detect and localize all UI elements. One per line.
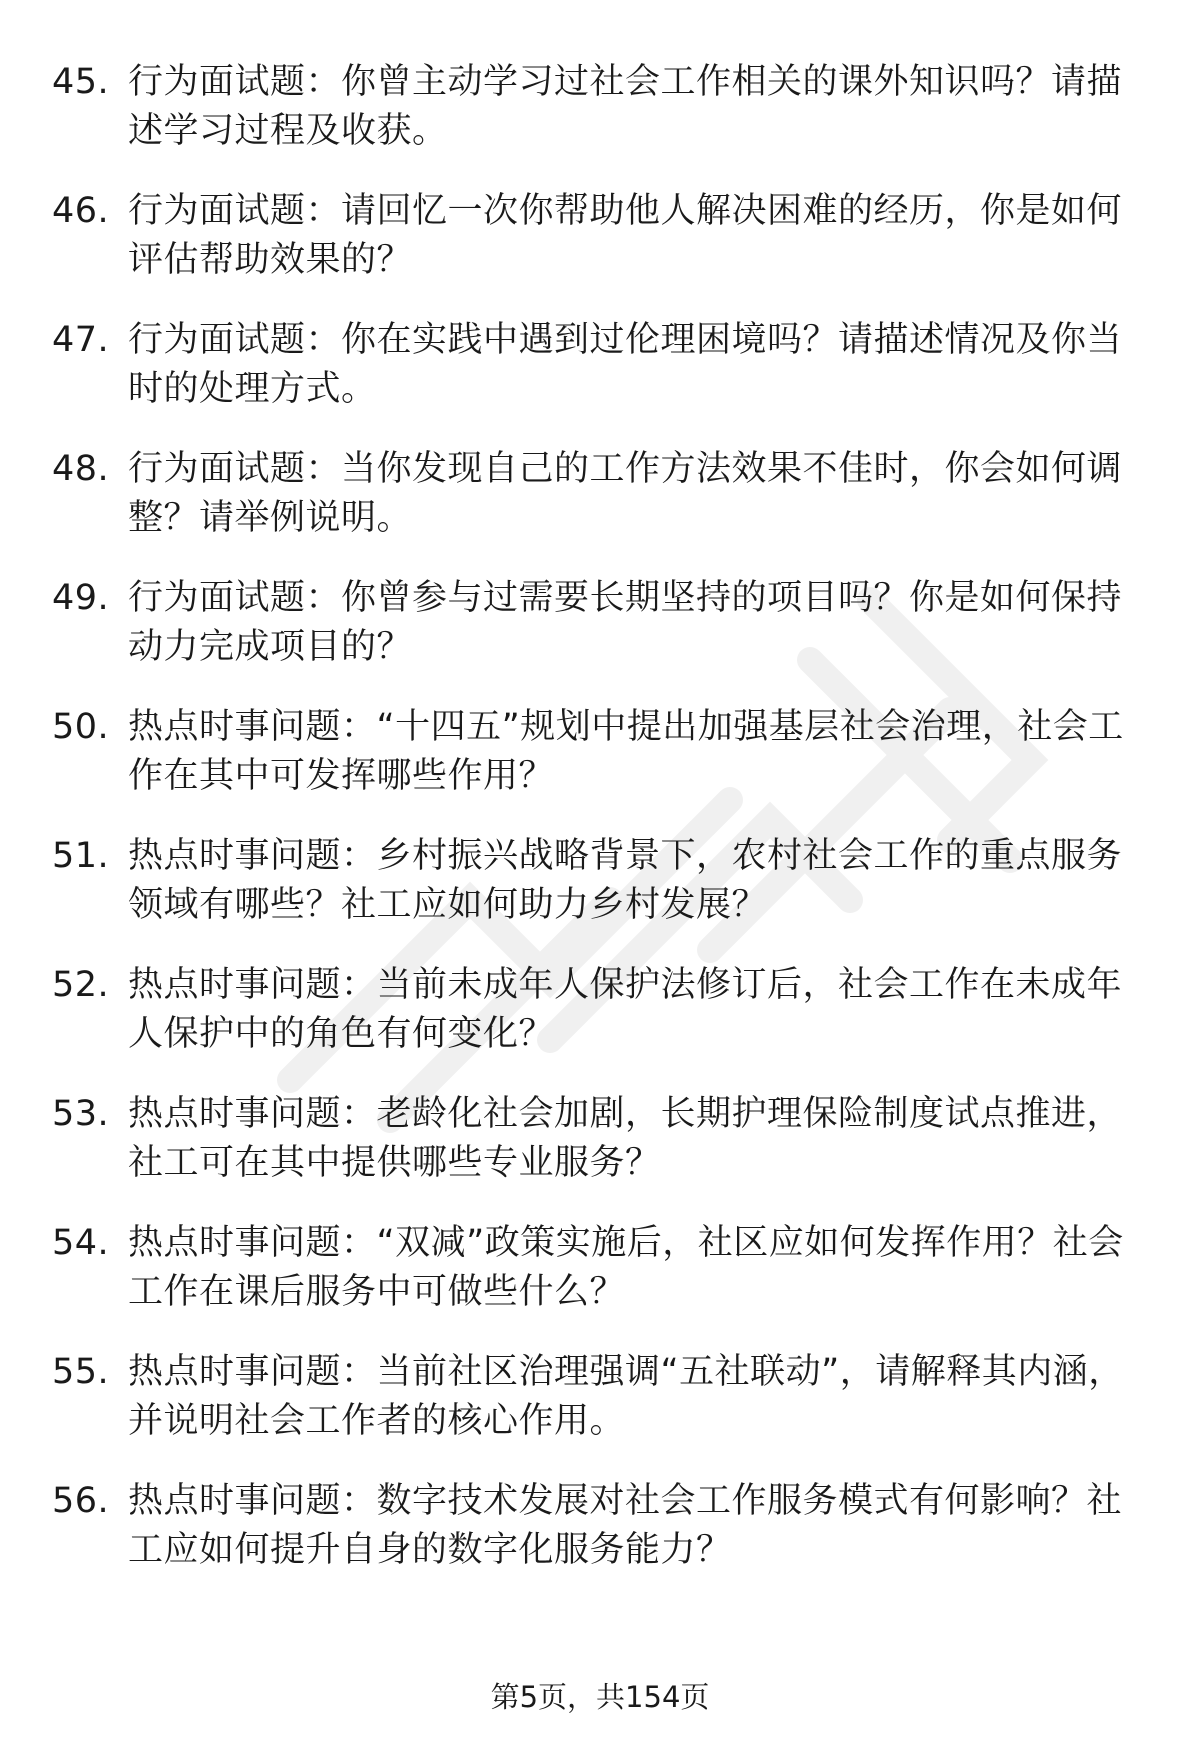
question-text: 热点时事问题：当前社区治理强调“五社联动”，请解释其内涵，并说明社会工作者的核心作用。 xyxy=(128,1352,1124,1441)
question-text: 热点时事问题：当前未成年人保护法修订后，社会工作在未成年人保护中的角色有何变化？ xyxy=(128,965,1123,1054)
question-item xyxy=(52,1477,1152,1575)
question-text: 热点时事问题：老龄化社会加剧，长期护理保险制度试点推进，社工可在其中提供哪些专业服务？ xyxy=(128,1094,1123,1183)
question-number: 55. xyxy=(52,1352,110,1392)
question-list xyxy=(52,58,1152,1606)
question-text: 热点时事问题：乡村振兴战略背景下，农村社会工作的重点服务领域有哪些？社工应如何助力乡村发展？ xyxy=(128,836,1123,925)
question-text: 行为面试题：请回忆一次你帮助他人解决困难的经历，你是如何评估帮助效果的？ xyxy=(128,191,1123,280)
question-item xyxy=(52,445,1152,543)
question-number: 51. xyxy=(52,836,110,876)
question-text: 行为面试题：你曾主动学习过社会工作相关的课外知识吗？请描述学习过程及收获。 xyxy=(128,62,1123,151)
question-item xyxy=(52,703,1152,801)
question-item xyxy=(52,316,1152,414)
question-item xyxy=(52,961,1152,1059)
question-number: 52. xyxy=(52,965,110,1005)
question-number: 48. xyxy=(52,449,110,489)
question-number: 53. xyxy=(52,1094,110,1134)
question-text: 热点时事问题：“十四五”规划中提出加强基层社会治理，社会工作在其中可发挥哪些作用？ xyxy=(128,707,1124,796)
question-number: 47. xyxy=(52,320,110,360)
question-item xyxy=(52,832,1152,930)
question-number: 46. xyxy=(52,191,110,231)
question-item xyxy=(52,187,1152,285)
question-number: 56. xyxy=(52,1481,110,1521)
question-number: 49. xyxy=(52,578,110,618)
question-item xyxy=(52,574,1152,672)
question-text: 行为面试题：你在实践中遇到过伦理困境吗？请描述情况及你当时的处理方式。 xyxy=(128,320,1123,409)
question-item xyxy=(52,1348,1152,1446)
question-number: 50. xyxy=(52,707,110,747)
question-number: 54. xyxy=(52,1223,110,1263)
question-text: 行为面试题：你曾参与过需要长期坚持的项目吗？你是如何保持动力完成项目的？ xyxy=(128,578,1123,667)
question-text: 热点时事问题：“双减”政策实施后，社区应如何发挥作用？社会工作在课后服务中可做些什么？ xyxy=(128,1223,1124,1312)
question-text: 行为面试题：当你发现自己的工作方法效果不佳时，你会如何调整？请举例说明。 xyxy=(128,449,1123,538)
question-item xyxy=(52,1090,1152,1188)
page-number-footer: 第5页，共154页 xyxy=(490,1680,710,1714)
question-text: 热点时事问题：数字技术发展对社会工作服务模式有何影响？社工应如何提升自身的数字化服务能力？ xyxy=(128,1481,1123,1570)
question-item xyxy=(52,1219,1152,1317)
question-item xyxy=(52,58,1152,156)
question-number: 45. xyxy=(52,62,110,102)
